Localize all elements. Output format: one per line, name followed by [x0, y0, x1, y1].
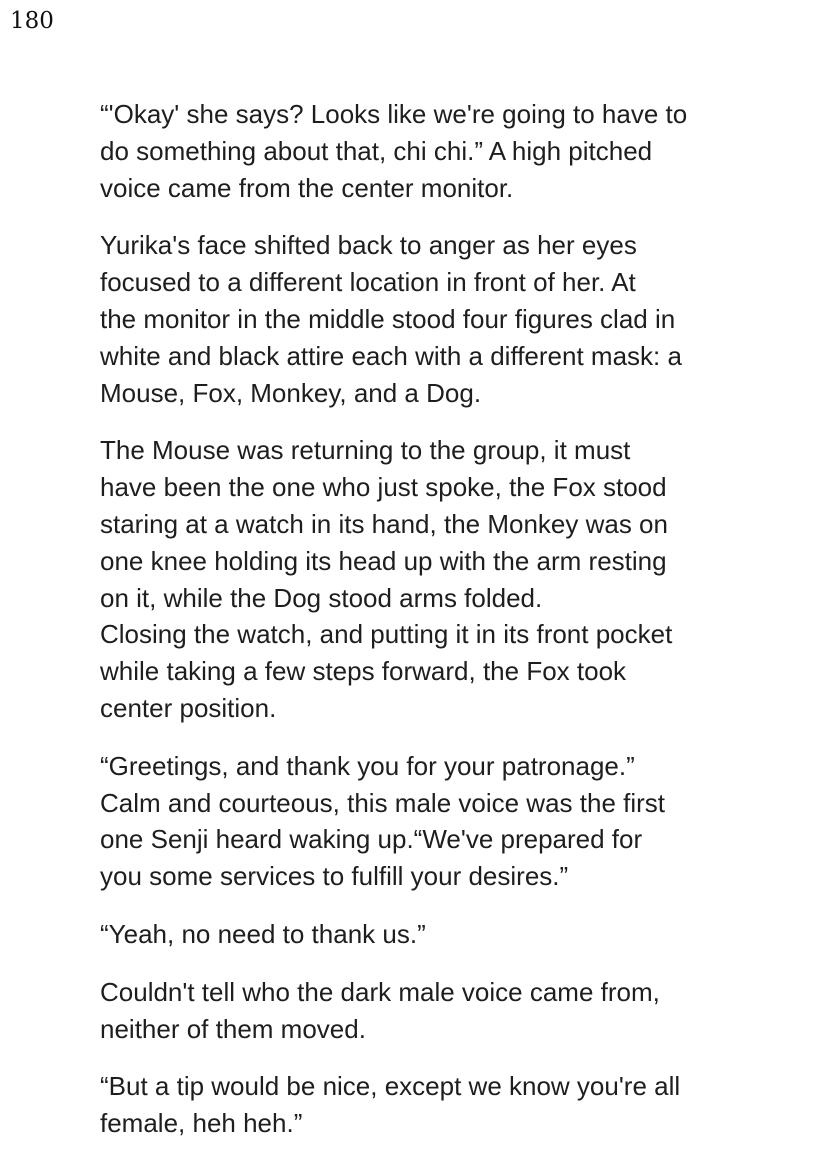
- paragraph: “But a tip would be nice, except we know you're all female, heh heh.”: [100, 1071, 681, 1139]
- body-text: [100, 96, 740, 1163]
- paragraph: “Yeah, no need to thank us.”: [100, 918, 426, 949]
- paragraph: The Mouse was returning to the group, it must have been the one who just spoke, the Fox stood staring at a watch in its hand, the Monkey was on one knee holding its head up with the arm resting on it, while the Dog stood arms folded. Closing the watch, and putting it in its front pocket while taking a few steps forward, the Fox took center position.: [100, 435, 673, 723]
- page-number: 180: [10, 8, 54, 34]
- paragraph: “Greetings, and thank you for your patronage.” Calm and courteous, this male voice was the first one Senji heard waking up.“We've prepared for you some services to fulfill your desires.”: [100, 750, 666, 892]
- paragraph: Yurika's face shifted back to anger as her eyes focused to a different location in front of her. At the monitor in the middle stood four figures clad in white and black attire each with a different mask: a Mouse, Fox, Monkey, and a Dog.: [100, 230, 682, 408]
- paragraph: Couldn't tell who the dark male voice came from, neither of them moved.: [100, 976, 660, 1044]
- paragraph: “'Okay' she says? Looks like we're going to have to do something about that, chi chi.” A high pitched voice came from the center monitor.: [100, 99, 688, 203]
